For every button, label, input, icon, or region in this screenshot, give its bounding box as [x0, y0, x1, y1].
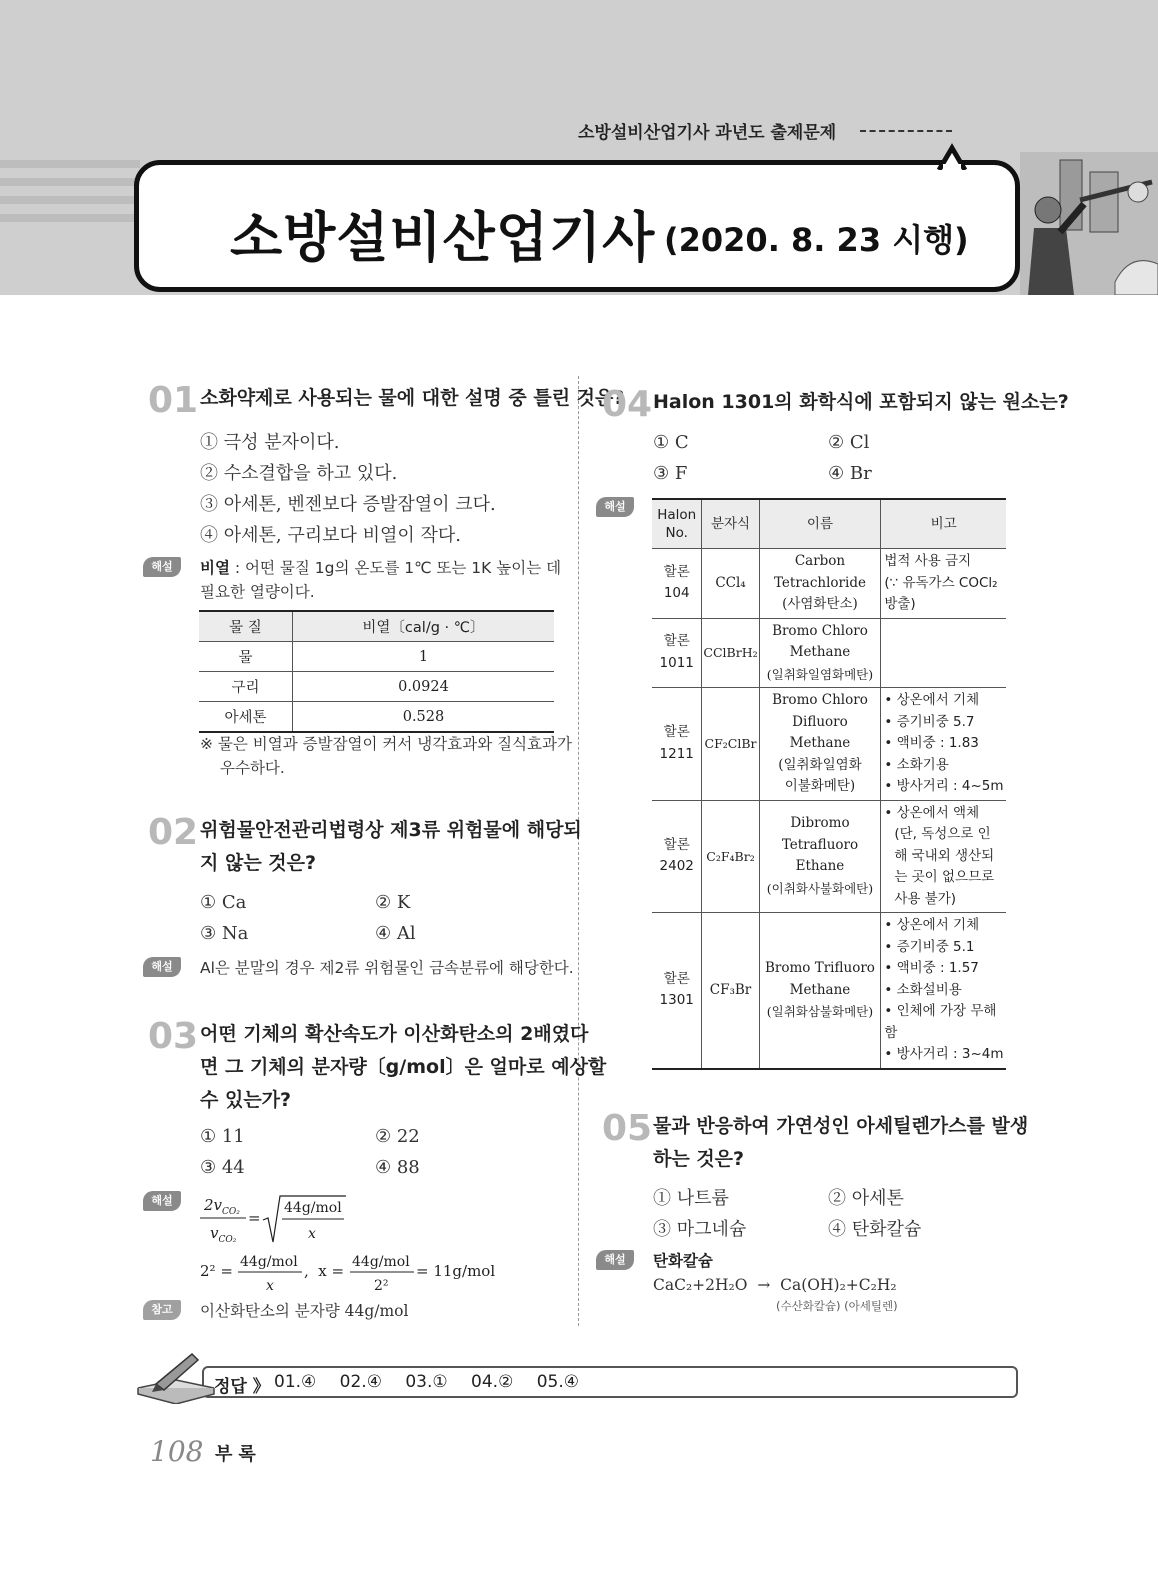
header-stripe	[0, 214, 140, 222]
formula-text: , x =	[304, 1262, 345, 1280]
page-section: 부록	[215, 1444, 262, 1465]
page-number: 108	[150, 1435, 204, 1468]
book-pencil-icon	[136, 1350, 216, 1404]
reference-text: 이산화탄소의 분자량 44g/mol	[200, 1302, 409, 1320]
formula-text: 2v	[204, 1196, 223, 1214]
explanation-title: 탄화칼슘	[653, 1252, 713, 1270]
formula-text: x	[266, 1278, 274, 1294]
explanation-text: 필요한 열량이다.	[200, 583, 315, 601]
halon-number: 할론 104	[652, 549, 702, 619]
option: ③ 44	[200, 1157, 245, 1178]
option: ① 극성 분자이다.	[200, 432, 340, 453]
compound-name: Bromo Trifluoro Methane (일취화삼불화메탄)	[759, 913, 881, 1069]
question-number: 02	[148, 812, 199, 853]
molecular-formula: CClBrH₂	[702, 618, 759, 688]
formula-subscript: CO₂	[222, 1207, 240, 1217]
explanation: Al은 분말의 경우 제2류 위험물인 금속분류에 해당한다.	[200, 959, 574, 977]
question-line: 하는 것은?	[653, 1148, 745, 1170]
formula-text: 44g/mol	[352, 1254, 410, 1270]
header-stripe	[0, 178, 140, 186]
halon-number: 할론 1301	[652, 913, 702, 1069]
note-text: ※ 물은 비열과 증발잠열이 커서 냉각효과와 질식효과가	[200, 735, 572, 753]
formula-text: 2² =	[200, 1262, 233, 1280]
question-text	[653, 1110, 1028, 1176]
molecular-formula: C₂F₄Br₂	[702, 800, 759, 913]
remarks: • 상온에서 액체 (단, 독성으로 인 해 국내외 생산되 는 곳이 없으므로 사용 불가)	[881, 800, 1006, 913]
table-header: 비고	[881, 499, 1006, 549]
option: ② 아세톤	[828, 1188, 904, 1209]
question-text	[200, 814, 582, 880]
remarks	[881, 618, 1006, 688]
molecular-formula: CF₃Br	[702, 913, 759, 1069]
option: ② K	[375, 892, 411, 913]
question-number: 01	[148, 380, 199, 421]
option: ① 나트륨	[653, 1188, 729, 1209]
table-cell: 아세톤	[199, 702, 292, 733]
explanation-badge: 해설	[143, 1191, 181, 1211]
reference-badge: 참고	[143, 1300, 181, 1320]
table-row	[652, 800, 1006, 913]
remarks: • 상온에서 기체 • 증기비중 5.1 • 액비중 : 1.57 • 소화설비용 • 인체에 가장 무해함 • 방사거리 : 3~4m	[881, 913, 1006, 1069]
question-line: 수 있는가?	[200, 1089, 292, 1111]
formula-text: = 11g/mol	[416, 1262, 496, 1280]
question-number: 03	[148, 1016, 199, 1057]
table-cell: 0.0924	[292, 672, 554, 702]
table-header: 분자식	[702, 499, 759, 549]
table-row	[199, 702, 554, 733]
answer-list: 01.④ 02.④ 03.① 04.② 05.④	[274, 1372, 579, 1392]
exam-date: (2020. 8. 23 시행)	[664, 221, 969, 259]
table-row	[199, 672, 554, 702]
option: ③ Na	[200, 923, 249, 944]
compound-name: Bromo Chloro Difluoro Methane (일취화일염화 이불화메탄)	[759, 688, 881, 801]
question-line: 위험물안전관리법령상 제3류 위험물에 해당되	[200, 819, 582, 841]
compound-name: Dibromo Tetrafluoro Ethane (이취화사불화에탄)	[759, 800, 881, 913]
option: ④ Al	[375, 923, 416, 944]
table-row	[652, 913, 1006, 1069]
formula-text: 44g/mol	[240, 1254, 298, 1270]
formula-text: 44g/mol	[284, 1200, 342, 1216]
option: ① C	[653, 432, 689, 453]
explanation-text: : 어떤 물질 1g의 온도를 1℃ 또는 1K 높이는 데	[229, 559, 562, 577]
table-header: 물 질	[199, 611, 292, 642]
header-stripe	[0, 160, 140, 168]
table-row	[652, 688, 1006, 801]
formula-text: 2²	[374, 1278, 389, 1294]
explanation-badge: 해설	[143, 557, 181, 577]
question-text: Halon 1301의 화학식에 포함되지 않는 원소는?	[653, 391, 1069, 413]
formula-subscript: CO₂	[218, 1235, 237, 1245]
table-header: 이름	[759, 499, 881, 549]
option: ③ F	[653, 463, 688, 484]
formula-diffusion-ratio	[200, 1192, 360, 1248]
question-number: 04	[602, 384, 653, 425]
table-cell: 1	[292, 642, 554, 672]
option: ④ 탄화칼슘	[828, 1219, 922, 1240]
formula-molar-mass	[200, 1250, 500, 1296]
option: ④ 88	[375, 1157, 420, 1178]
header-stripe	[0, 196, 140, 204]
option: ① 11	[200, 1126, 245, 1147]
table-cell: 구리	[199, 672, 292, 702]
halon-number: 할론 2402	[652, 800, 702, 913]
explanation-badge: 해설	[596, 497, 634, 517]
explanation	[200, 556, 561, 604]
option: ③ 마그네슘	[653, 1219, 747, 1240]
explanation-badge: 해설	[596, 1250, 634, 1270]
note	[200, 732, 572, 780]
firefighter-illustration	[1020, 152, 1158, 295]
question-text: 소화약제로 사용되는 물에 대한 설명 중 틀린 것은?	[200, 387, 625, 409]
formula-text: v	[210, 1224, 219, 1242]
question-line: 면 그 기체의 분자량〔g/mol〕은 얼마로 예상할	[200, 1056, 607, 1078]
formula-text: x	[308, 1226, 316, 1242]
svg-text:2vCO₂	[203, 1196, 240, 1217]
page-title: 소방설비산업기사	[230, 206, 656, 269]
note-text: 우수하다.	[220, 759, 285, 777]
remarks: • 상온에서 기체 • 증기비중 5.7 • 액비중 : 1.83 • 소화기용 • 방사거리 : 4~5m	[881, 688, 1006, 801]
equation-note: (수산화칼슘) (아세틸렌)	[776, 1299, 898, 1313]
explanation-badge: 해설	[143, 957, 181, 977]
header-dash	[860, 130, 952, 132]
svg-text:vCO₂	[210, 1224, 237, 1245]
question-line: 어떤 기체의 확산속도가 이산화탄소의 2배였다	[200, 1023, 589, 1045]
compound-name: Carbon Tetrachloride (사염화탄소)	[759, 549, 881, 619]
option: ① Ca	[200, 892, 247, 913]
answer-label: 정답 》	[214, 1377, 270, 1397]
halon-number: 할론 1211	[652, 688, 702, 801]
option: ② 수소결합을 하고 있다.	[200, 463, 398, 484]
table-cell: 물	[199, 642, 292, 672]
svg-text:=: =	[248, 1209, 261, 1227]
table-header: 비열〔cal/g · ℃〕	[292, 611, 554, 642]
table-row	[652, 549, 1006, 619]
running-title: 소방설비산업기사 과년도 출제문제	[578, 123, 837, 143]
question-line: 지 않는 것은?	[200, 852, 317, 874]
title-notch	[937, 140, 967, 170]
halon-number: 할론 1011	[652, 618, 702, 688]
compound-name: Bromo Chloro Methane (일취화일염화메탄)	[759, 618, 881, 688]
specific-heat-table	[199, 610, 554, 733]
molecular-formula: CF₂ClBr	[702, 688, 759, 801]
option: ④ Br	[828, 463, 872, 484]
option: ③ 아세톤, 벤젠보다 증발잠열이 크다.	[200, 494, 496, 515]
question-number: 05	[602, 1108, 653, 1149]
remarks: 법적 사용 금지 (∵ 유독가스 COCl₂ 방출)	[881, 549, 1006, 619]
question-line: 물과 반응하여 가연성인 아세틸렌가스를 발생	[653, 1115, 1029, 1137]
table-header: Halon No.	[652, 499, 702, 549]
halon-table	[652, 498, 1006, 1070]
table-cell: 0.528	[292, 702, 554, 733]
table-row	[199, 642, 554, 672]
option: ② Cl	[828, 432, 870, 453]
explanation-term: 비열	[200, 559, 230, 577]
option: ④ 아세톤, 구리보다 비열이 작다.	[200, 525, 461, 546]
molecular-formula: CCl₄	[702, 549, 759, 619]
table-row	[652, 618, 1006, 688]
option: ② 22	[375, 1126, 420, 1147]
question-text	[200, 1018, 606, 1117]
reaction-equation: CaC₂+2H₂O → Ca(OH)₂+C₂H₂	[653, 1276, 897, 1294]
